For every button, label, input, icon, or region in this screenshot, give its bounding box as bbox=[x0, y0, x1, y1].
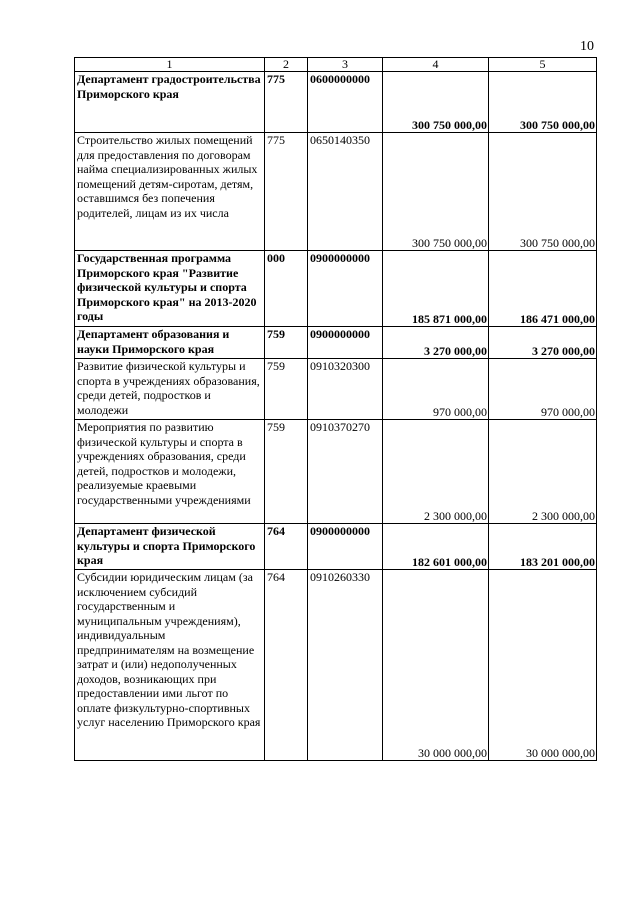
table-row bbox=[75, 72, 597, 133]
row-department-code: 775 bbox=[265, 72, 308, 133]
row-sum-col-4: 30 000 000,00 bbox=[383, 570, 489, 761]
row-name: Строительство жилых помещений для предоставления по договорам найма специализированных жилых помещений детям-сиротам, детям, оставшимся без попечения родителей, лицам из их числа bbox=[75, 133, 265, 251]
row-name: Департамент образования и науки Приморского края bbox=[75, 327, 265, 359]
row-sum-col-5: 186 471 000,00 bbox=[489, 251, 597, 327]
header-col-2: 2 bbox=[265, 58, 308, 72]
row-name: Мероприятия по развитию физической культуры и спорта в учреждениях образования, среди детей, подростков и молодежи, реализуемые краевыми государственными учреждениями bbox=[75, 420, 265, 524]
row-name: Департамент градостроительства Приморского края bbox=[75, 72, 265, 133]
row-department-code: 759 bbox=[265, 420, 308, 524]
header-col-4: 4 bbox=[383, 58, 489, 72]
row-department-code: 764 bbox=[265, 524, 308, 570]
table-row bbox=[75, 524, 597, 570]
row-target-code: 0900000000 bbox=[308, 251, 383, 327]
row-target-code: 0900000000 bbox=[308, 327, 383, 359]
row-sum-col-5: 300 750 000,00 bbox=[489, 72, 597, 133]
row-sum-col-4: 3 270 000,00 bbox=[383, 327, 489, 359]
row-target-code: 0910320300 bbox=[308, 359, 383, 420]
row-sum-col-5: 183 201 000,00 bbox=[489, 524, 597, 570]
table-row bbox=[75, 133, 597, 251]
row-name: Департамент физической культуры и спорта Приморского края bbox=[75, 524, 265, 570]
row-name: Развитие физической культуры и спорта в учреждениях образования, среди детей, подростков и молодежи bbox=[75, 359, 265, 420]
row-target-code: 0910260330 bbox=[308, 570, 383, 761]
table-row bbox=[75, 359, 597, 420]
row-sum-col-4: 300 750 000,00 bbox=[383, 72, 489, 133]
header-col-3: 3 bbox=[308, 58, 383, 72]
budget-table bbox=[74, 57, 597, 761]
row-sum-col-4: 300 750 000,00 bbox=[383, 133, 489, 251]
row-sum-col-5: 2 300 000,00 bbox=[489, 420, 597, 524]
row-name: Субсидии юридическим лицам (за исключением субсидий государственным и муниципальным учреждениям), индивидуальным предпринимателям на возмещение затрат и (или) недополученных доходов, возникающих при предоставлении ими льгот по оплате физкультурно-спортивных услуг населению Приморского края bbox=[75, 570, 265, 761]
table-row bbox=[75, 570, 597, 761]
row-department-code: 000 bbox=[265, 251, 308, 327]
row-target-code: 0900000000 bbox=[308, 524, 383, 570]
row-department-code: 775 bbox=[265, 133, 308, 251]
page-number: 10 bbox=[580, 39, 594, 54]
row-sum-col-4: 182 601 000,00 bbox=[383, 524, 489, 570]
row-sum-col-4: 2 300 000,00 bbox=[383, 420, 489, 524]
row-department-code: 764 bbox=[265, 570, 308, 761]
row-sum-col-5: 3 270 000,00 bbox=[489, 327, 597, 359]
row-sum-col-5: 30 000 000,00 bbox=[489, 570, 597, 761]
row-sum-col-4: 185 871 000,00 bbox=[383, 251, 489, 327]
row-department-code: 759 bbox=[265, 327, 308, 359]
row-sum-col-5: 970 000,00 bbox=[489, 359, 597, 420]
row-target-code: 0650140350 bbox=[308, 133, 383, 251]
table-row bbox=[75, 420, 597, 524]
table-header-row bbox=[75, 58, 597, 72]
header-col-5: 5 bbox=[489, 58, 597, 72]
row-name: Государственная программа Приморского края "Развитие физической культуры и спорта Приморского края" на 2013-2020 годы bbox=[75, 251, 265, 327]
row-sum-col-5: 300 750 000,00 bbox=[489, 133, 597, 251]
row-department-code: 759 bbox=[265, 359, 308, 420]
row-target-code: 0910370270 bbox=[308, 420, 383, 524]
table-row bbox=[75, 327, 597, 359]
row-target-code: 0600000000 bbox=[308, 72, 383, 133]
table-row bbox=[75, 251, 597, 327]
header-col-1: 1 bbox=[75, 58, 265, 72]
row-sum-col-4: 970 000,00 bbox=[383, 359, 489, 420]
